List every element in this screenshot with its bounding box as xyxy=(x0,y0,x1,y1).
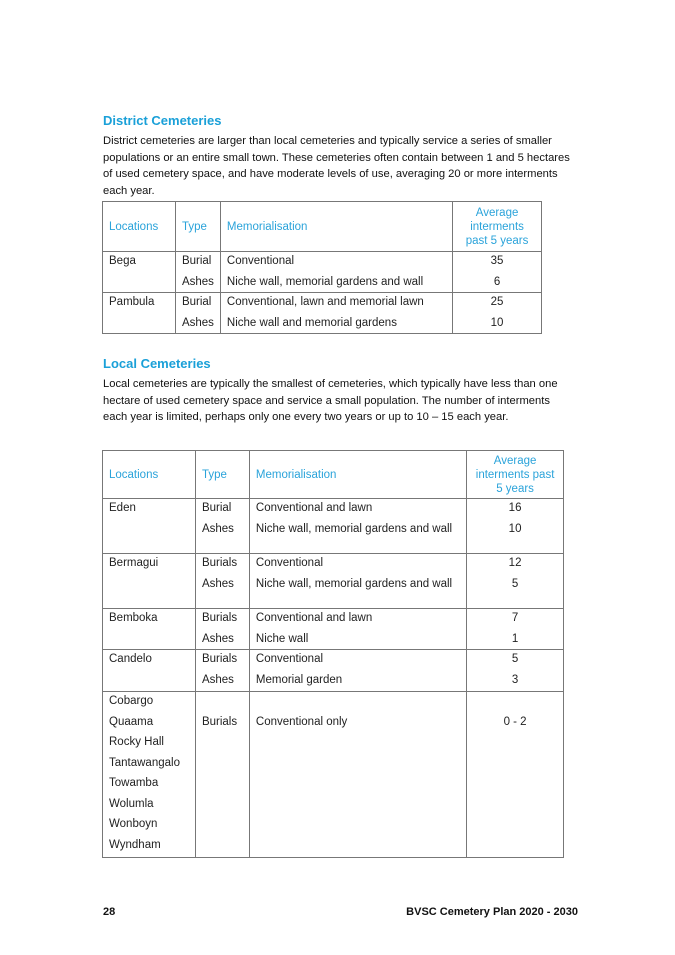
table-row xyxy=(103,733,564,754)
cell-average xyxy=(467,815,564,836)
cell-type xyxy=(195,836,249,858)
cell-location: Pambula xyxy=(103,293,176,314)
cell-location: Wolumla xyxy=(103,795,196,815)
cell-memorialisation: Conventional xyxy=(220,252,452,273)
district-heading: District Cemeteries xyxy=(103,113,222,128)
cell-type xyxy=(195,692,249,713)
cell-memorialisation xyxy=(249,733,466,754)
cell-type: Burial xyxy=(175,293,220,314)
local-header-type: Type xyxy=(195,451,249,499)
cell-location: Bega xyxy=(103,252,176,273)
cell-location: Bermagui xyxy=(103,554,196,575)
district-header-type: Type xyxy=(175,202,220,252)
local-table xyxy=(102,450,564,858)
table-row xyxy=(103,836,564,858)
cell-memorialisation xyxy=(249,692,466,713)
cell-average xyxy=(467,836,564,858)
cell-type: Ashes xyxy=(195,575,249,609)
table-row xyxy=(103,650,564,671)
table-row xyxy=(103,774,564,795)
cell-average: 0 - 2 xyxy=(467,713,564,733)
table-row xyxy=(103,499,564,520)
cell-type: Ashes xyxy=(195,520,249,554)
cell-memorialisation xyxy=(249,815,466,836)
cell-location: Bemboka xyxy=(103,609,196,630)
local-heading: Local Cemeteries xyxy=(103,356,211,371)
table-row xyxy=(103,692,564,713)
document-title: BVSC Cemetery Plan 2020 - 2030 xyxy=(406,906,578,918)
cell-location: Quaama xyxy=(103,713,196,733)
cell-type xyxy=(195,795,249,815)
cell-average: 12 xyxy=(467,554,564,575)
cell-memorialisation: Conventional and lawn xyxy=(249,609,466,630)
page-number: 28 xyxy=(103,906,116,918)
cell-type: Ashes xyxy=(195,671,249,692)
cell-average: 7 xyxy=(467,609,564,630)
cell-memorialisation: Conventional and lawn xyxy=(249,499,466,520)
cell-memorialisation: Niche wall, memorial gardens and wall xyxy=(249,575,466,609)
cell-memorialisation: Niche wall, memorial gardens and wall xyxy=(220,273,452,293)
district-table xyxy=(102,201,542,334)
cell-type: Ashes xyxy=(175,273,220,293)
cell-memorialisation: Conventional xyxy=(249,554,466,575)
cell-type: Burials xyxy=(195,554,249,575)
cell-location: Eden xyxy=(103,499,196,520)
local-header-locations: Locations xyxy=(103,451,196,499)
district-paragraph: District cemeteries are larger than local cemeteries and typically service a series of smaller populations or an entire small town. These cemeteries often contain between 1 and 5 hectares of used cemetery space, and have moderate levels of use, averaging 20 or more interments each year. xyxy=(103,135,570,197)
table-row xyxy=(103,314,542,334)
table-row xyxy=(103,293,542,314)
cell-memorialisation: Niche wall, memorial gardens and wall xyxy=(249,520,466,554)
cell-average: 6 xyxy=(453,273,542,293)
cell-memorialisation: Conventional xyxy=(249,650,466,671)
cell-average xyxy=(467,692,564,713)
table-row xyxy=(103,575,564,609)
cell-type: Burials xyxy=(195,650,249,671)
cell-type: Burial xyxy=(195,499,249,520)
district-header-memorialisation: Memorialisation xyxy=(220,202,452,252)
cell-location xyxy=(103,630,196,650)
table-row xyxy=(103,713,564,733)
cell-type: Burials xyxy=(195,713,249,733)
cell-memorialisation: Niche wall xyxy=(249,630,466,650)
cell-location: Rocky Hall xyxy=(103,733,196,754)
cell-average: 10 xyxy=(467,520,564,554)
local-header-average: Average interments past 5 years xyxy=(467,451,564,499)
table-row xyxy=(103,609,564,630)
cell-location: Cobargo xyxy=(103,692,196,713)
cell-average: 35 xyxy=(453,252,542,273)
cell-average: 16 xyxy=(467,499,564,520)
table-row xyxy=(103,630,564,650)
cell-location xyxy=(103,314,176,334)
district-header-average: Average interments past 5 years xyxy=(453,202,542,252)
district-table-body xyxy=(103,252,542,334)
cell-type xyxy=(195,754,249,774)
cell-type: Burials xyxy=(195,609,249,630)
cell-average: 1 xyxy=(467,630,564,650)
table-row xyxy=(103,273,542,293)
cell-location: Candelo xyxy=(103,650,196,671)
table-row xyxy=(103,754,564,774)
cell-location xyxy=(103,671,196,692)
cell-location xyxy=(103,273,176,293)
local-header-memorialisation: Memorialisation xyxy=(249,451,466,499)
cell-memorialisation: Memorial garden xyxy=(249,671,466,692)
cell-location: Wyndham xyxy=(103,836,196,858)
cell-memorialisation xyxy=(249,754,466,774)
cell-type xyxy=(195,733,249,754)
cell-average: 10 xyxy=(453,314,542,334)
cell-type xyxy=(195,774,249,795)
table-row xyxy=(103,815,564,836)
cell-type: Ashes xyxy=(195,630,249,650)
table-row xyxy=(103,554,564,575)
district-header-locations: Locations xyxy=(103,202,176,252)
table-row xyxy=(103,795,564,815)
cell-memorialisation xyxy=(249,795,466,815)
cell-average: 3 xyxy=(467,671,564,692)
cell-location xyxy=(103,520,196,554)
cell-memorialisation: Conventional, lawn and memorial lawn xyxy=(220,293,452,314)
cell-location xyxy=(103,575,196,609)
cell-memorialisation: Niche wall and memorial gardens xyxy=(220,314,452,334)
table-row xyxy=(103,671,564,692)
cell-average xyxy=(467,774,564,795)
cell-memorialisation: Conventional only xyxy=(249,713,466,733)
cell-location: Towamba xyxy=(103,774,196,795)
cell-memorialisation xyxy=(249,774,466,795)
cell-memorialisation xyxy=(249,836,466,858)
cell-average xyxy=(467,754,564,774)
table-row xyxy=(103,520,564,554)
cell-average: 5 xyxy=(467,575,564,609)
cell-location: Tantawangalo xyxy=(103,754,196,774)
cell-average: 5 xyxy=(467,650,564,671)
cell-average xyxy=(467,795,564,815)
local-paragraph: Local cemeteries are typically the smallest of cemeteries, which typically have less than one hectare of used cemetery space and service a small population. The number of interments each year is limited, perhaps only one every two years or up to 10 – 15 each year. xyxy=(103,378,558,423)
cell-location: Wonboyn xyxy=(103,815,196,836)
cell-average xyxy=(467,733,564,754)
cell-type: Ashes xyxy=(175,314,220,334)
cell-type xyxy=(195,815,249,836)
cell-type: Burial xyxy=(175,252,220,273)
local-table-body xyxy=(103,499,564,858)
cell-average: 25 xyxy=(453,293,542,314)
table-row xyxy=(103,252,542,273)
